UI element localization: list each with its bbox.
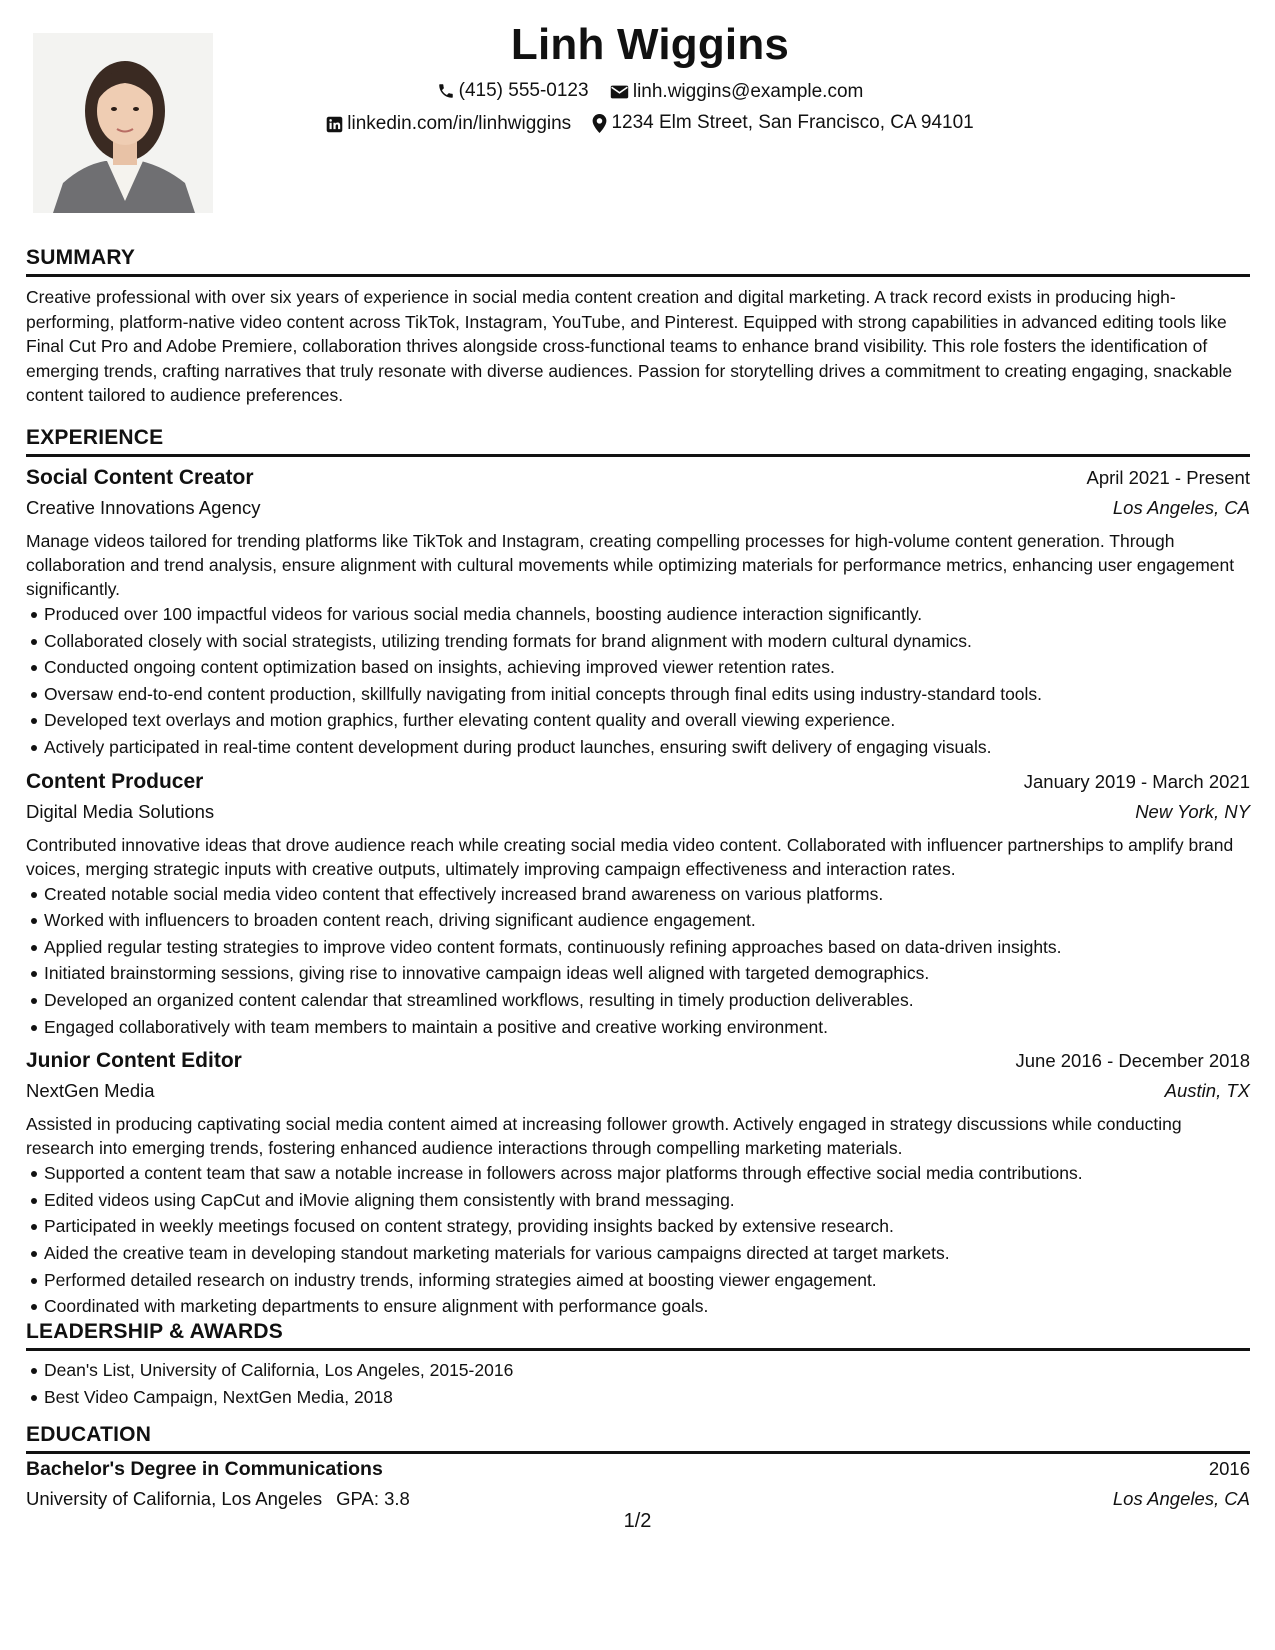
job-title: Social Content Creator [26,466,254,489]
bullet-item: Initiated brainstorming sessions, giving rise to innovative campaign ideas well aligned with targeted demographics. [44,960,1250,987]
bullet-item: Oversaw end-to-end content production, skillfully navigating from initial concepts through final edits using industry-standard tools. [44,681,1250,708]
education-school-line [26,1485,410,1513]
portrait-image [33,33,213,213]
job-title: Junior Content Editor [26,1049,242,1073]
job-entry [26,463,1250,761]
job-subheader [26,1076,1250,1106]
education-section [26,1423,1250,1514]
bullet-item: Developed text overlays and motion graphics, further elevating content quality and overall viewing experience. [44,707,1250,734]
job-company: Creative Innovations Agency [26,497,261,518]
education-header [26,1454,1250,1484]
job-dates: June 2016 - December 2018 [1015,1050,1250,1072]
bullet-item: Participated in weekly meetings focused on content strategy, providing insights backed by extensive research. [44,1213,1250,1240]
awards-section [26,1320,1250,1410]
profile-photo [33,33,213,213]
bullet-item: Conducted ongoing content optimization based on insights, achieving improved viewer retention rates. [44,654,1250,681]
bullet-item: Aided the creative team in developing standout marketing materials for various campaigns directed at target markets. [44,1240,1250,1267]
job-company: NextGen Media [26,1080,155,1102]
education-year: 2016 [1208,1458,1250,1479]
job-bullets [26,601,1250,761]
contact-linkedin[interactable] [326,113,571,135]
job-subheader [26,797,1250,827]
education-gpa: GPA: 3.8 [336,1488,410,1509]
job-location: Los Angeles, CA [1112,497,1250,518]
bullet-item: Created notable social media video content that effectively increased brand awareness on various platforms. [44,881,1250,908]
phone-text: (415) 555-0123 [458,80,589,101]
job-company: Digital Media Solutions [26,800,215,822]
job-header [26,1046,1250,1076]
email-text: linh.wiggins@example.com [632,81,864,102]
job-dates: January 2019 - March 2021 [1023,770,1250,792]
job-location: Austin, TX [1164,1080,1250,1102]
summary-text: Creative professional with over six years of experience in social media content creation and digital marketing. A track record exists in producing high-performing, platform-native video content across TikTok, Instagram, YouTube, and Pinterest. Equipped with strong capabilities in advanced editing tools like Final Cut Pro and Adobe Premiere, collaboration thrives alongside cross-functional teams to enhance brand visibility. This role fosters the identification of emerging trends, crafting narratives that truly resonate with diverse audiences. Passion for storytelling drives a commitment to creating engaging, snackable content tailored to audience preferences. [26,287,1233,406]
page-number: 1/2 [623,1510,652,1532]
contact-line-2 [230,112,1070,139]
section-title-summary: SUMMARY [26,246,1250,277]
linkedin-text: linkedin.com/in/linhwiggins [347,113,572,134]
bullet-item: Engaged collaboratively with team members to maintain a positive and creative working environment. [44,1014,1250,1041]
awards-list [26,1357,1250,1410]
bullet-item: Actively participated in real-time content development during product launches, ensuring swift delivery of engaging visuals. [44,734,1250,761]
job-description: Assisted in producing captivating social media content aimed at increasing follower growth. Actively engaged in strategy discussions while conducting research into emerging trends, fostering enhanced audience interactions through compelling marketing materials. [26,1114,1182,1159]
bullet-item: Developed an organized content calendar that streamlined workflows, resulting in timely production deliverables. [44,987,1250,1014]
contact-email[interactable] [610,81,864,103]
award-item: Best Video Campaign, NextGen Media, 2018 [44,1384,1250,1411]
bullet-item: Applied regular testing strategies to improve video content formats, continuously refining approaches based on data-driven insights. [44,934,1250,961]
job-location: New York, NY [1135,800,1250,822]
bullet-item: Edited videos using CapCut and iMovie aligning them consistently with brand messaging. [44,1187,1250,1214]
section-title-education: EDUCATION [26,1423,1250,1454]
job-entry [26,1046,1250,1320]
bullet-item: Supported a content team that saw a notable increase in followers across major platforms through effective social media contributions. [44,1160,1250,1187]
bullet-item: Performed detailed research on industry trends, informing strategies aimed at boosting viewer engagement. [44,1267,1250,1294]
education-degree: Bachelor's Degree in Communications [26,1458,383,1480]
job-header [26,463,1250,493]
contact-line-1 [230,80,1070,106]
section-title-experience: EXPERIENCE [26,426,1250,457]
education-location: Los Angeles, CA [1112,1488,1250,1509]
experience-section [26,426,1250,1320]
bullet-item: Coordinated with marketing departments to ensure alignment with performance goals. [44,1293,1250,1320]
job-bullets [26,881,1250,1041]
job-title: Content Producer [26,769,204,793]
job-subheader [26,493,1250,523]
linkedin-icon [326,116,343,133]
job-bullets [26,1160,1250,1320]
job-header [26,767,1250,797]
contact-address [592,112,973,134]
job-description: Manage videos tailored for trending platforms like TikTok and Instagram, creating compelling processes for high-volume content generation. Through collaboration and trend analysis, ensure alignment with cultural movements while optimizing materials for performance metrics, enhancing user engagement significantly. [26,531,1235,599]
envelope-icon [610,84,629,100]
section-title-awards: LEADERSHIP & AWARDS [26,1320,1250,1351]
bullet-item: Collaborated closely with social strategists, utilizing trending formats for brand alignment with modern cultural dynamics. [44,628,1250,655]
bullet-item: Worked with influencers to broaden content reach, driving significant audience engagement. [44,907,1250,934]
map-pin-icon [592,114,607,133]
education-school: University of California, Los Angeles [26,1488,323,1509]
award-item: Dean's List, University of California, Los Angeles, 2015-2016 [44,1357,1250,1384]
job-entry [26,767,1250,1041]
job-description: Contributed innovative ideas that drove audience reach while creating social media video content. Collaborated with influencer partnerships to amplify brand voices, merging strategic inputs with creative outputs, ultimately improving campaign effectiveness and interaction rates. [26,834,1234,879]
summary-section [26,246,1250,408]
phone-icon [437,82,455,100]
job-dates: April 2021 - Present [1086,467,1250,488]
address-text: 1234 Elm Street, San Francisco, CA 94101 [611,112,974,133]
bullet-item: Produced over 100 impactful videos for various social media channels, boosting audience interaction significantly. [44,601,1250,628]
contact-phone[interactable] [437,80,589,102]
candidate-name: Linh Wiggins [510,20,790,69]
